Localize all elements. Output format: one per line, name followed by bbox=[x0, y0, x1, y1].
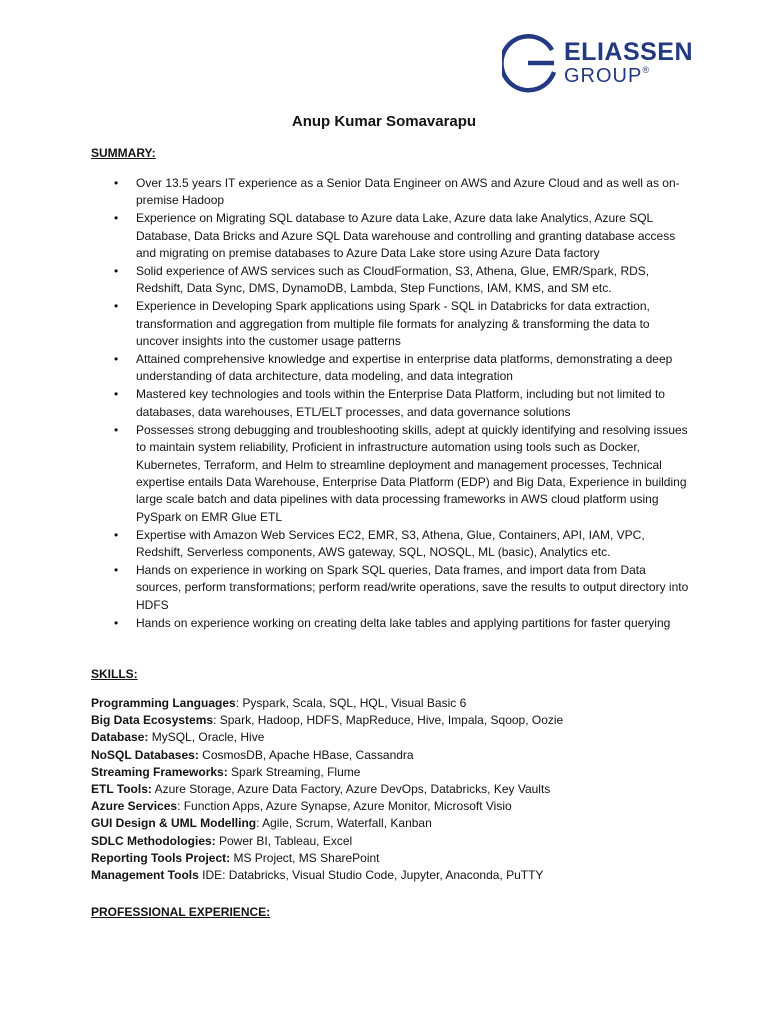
summary-item: • Experience on Migrating SQL database to Azure data Lake, Azure data lake Analytics, Azure SQL Database, Data Bricks and Azure SQL Data warehouse and controlling and granting database access and migrating on premise databases to Azure Data Lake store using Azure Data factory bbox=[91, 210, 691, 262]
skill-label: Azure Services bbox=[91, 799, 178, 814]
skill-label: NoSQL Databases: bbox=[91, 747, 199, 762]
skill-row bbox=[91, 729, 711, 746]
skill-value: Power BI, Tableau, Excel bbox=[215, 833, 353, 848]
skill-row bbox=[91, 850, 711, 867]
eliassen-logo-mark-icon bbox=[502, 30, 560, 94]
skill-row bbox=[91, 781, 711, 798]
skill-label: Reporting Tools Project: bbox=[91, 850, 231, 865]
skill-row bbox=[91, 747, 711, 764]
skill-label: Streaming Frameworks: bbox=[91, 764, 228, 779]
skill-label: Management Tools bbox=[91, 868, 199, 883]
candidate-name: Anup Kumar Somavarapu bbox=[291, 113, 477, 130]
summary-item: • Mastered key technologies and tools within the Enterprise Data Platform, including but not limited to databases, data warehouses, ETL/ELT processes, and data governance solutions bbox=[91, 386, 691, 421]
skill-label: Big Data Ecosystems bbox=[91, 713, 214, 728]
skills-list bbox=[91, 695, 711, 884]
skill-value: : Agile, Scrum, Waterfall, Kanban bbox=[256, 816, 432, 831]
summary-item: • Attained comprehensive knowledge and expertise in enterprise data platforms, demonstrating a deep understanding of data architecture, data modeling, and data integration bbox=[91, 351, 691, 386]
skill-value: MySQL, Oracle, Hive bbox=[148, 730, 265, 745]
logo-word-group-text: GROUP bbox=[564, 65, 643, 87]
skill-label: ETL Tools: bbox=[91, 782, 152, 797]
logo-word-eliassen: ELIASSEN bbox=[564, 38, 694, 66]
skill-value: : Function Apps, Azure Synapse, Azure Monitor, Microsoft Visio bbox=[177, 799, 512, 814]
summary-list bbox=[91, 175, 691, 633]
skill-value: Spark Streaming, Flume bbox=[227, 764, 361, 779]
registered-mark: ® bbox=[642, 65, 650, 75]
professional-experience-heading: PROFESSIONAL EXPERIENCE: bbox=[91, 905, 271, 919]
skill-label: GUI Design & UML Modelling bbox=[91, 816, 257, 831]
summary-item: • Hands on experience in working on Spark SQL queries, Data frames, and import data from Data sources, perform transformations; perform read/write operations, save the results to output directory into HDFS bbox=[91, 562, 691, 614]
summary-item: • Solid experience of AWS services such as CloudFormation, S3, Athena, Glue, EMR/Spark, RDS, Redshift, Data Sync, DMS, DynamoDB, Lambda, Step Functions, IAM, KMS, and SM etc. bbox=[91, 263, 691, 298]
skill-label: SDLC Methodologies: bbox=[91, 833, 216, 848]
summary-item: • Experience in Developing Spark applications using Spark - SQL in Databricks for data extraction, transformation and aggregation from multiple file formats for analyzing & transforming the data to uncover insights into the customer usage patterns bbox=[91, 298, 691, 350]
skill-row bbox=[91, 867, 711, 884]
summary-heading: SUMMARY: bbox=[91, 146, 156, 160]
eliassen-group-logo bbox=[502, 30, 694, 94]
summary-item: • Expertise with Amazon Web Services EC2, EMR, S3, Athena, Glue, Containers, API, IAM, VPC, Redshift, Serverless components, AWS gateway, SQL, NOSQL, ML (basic), Analytics etc. bbox=[91, 527, 691, 562]
skill-value: IDE: Databricks, Visual Studio Code, Jupyter, Anaconda, PuTTY bbox=[198, 868, 544, 883]
skill-row bbox=[91, 764, 711, 781]
skill-value: CosmosDB, Apache HBase, Cassandra bbox=[198, 747, 414, 762]
skill-label: Database: bbox=[91, 730, 149, 745]
skill-value: Azure Storage, Azure Data Factory, Azure DevOps, Databricks, Key Vaults bbox=[151, 782, 551, 797]
skills-heading: SKILLS: bbox=[91, 667, 138, 681]
skill-row bbox=[91, 712, 711, 729]
skill-value: MS Project, MS SharePoint bbox=[230, 850, 380, 865]
skill-row bbox=[91, 695, 711, 712]
skill-row bbox=[91, 798, 711, 815]
logo-word-group bbox=[564, 65, 650, 88]
skill-value: : Spark, Hadoop, HDFS, MapReduce, Hive, Impala, Sqoop, Oozie bbox=[213, 713, 564, 728]
skill-label: Programming Languages bbox=[91, 696, 236, 710]
summary-item: • Possesses strong debugging and troubleshooting skills, adept at quickly identifying and resolving issues to maintain system reliability, Proficient in infrastructure automation using tools such as Docker, Kubernetes, Terraform, and Helm to streamline deployment and management processes, Technical expertise entails Data Warehouse, Enterprise Data Platform (EDP) and Big Data, Experience in building large scale batch and data pipelines with data processing frameworks in AWS cloud platform using PySpark on EMR Glue ETL bbox=[91, 422, 691, 526]
skill-value: : Pyspark, Scala, SQL, HQL, Visual Basic 6 bbox=[235, 696, 467, 710]
skill-row bbox=[91, 833, 711, 850]
skill-row bbox=[91, 815, 711, 832]
summary-item: • Over 13.5 years IT experience as a Senior Data Engineer on AWS and Azure Cloud and as well as on-premise Hadoop bbox=[91, 175, 691, 210]
summary-item: • Hands on experience working on creating delta lake tables and applying partitions for faster querying bbox=[91, 615, 691, 632]
